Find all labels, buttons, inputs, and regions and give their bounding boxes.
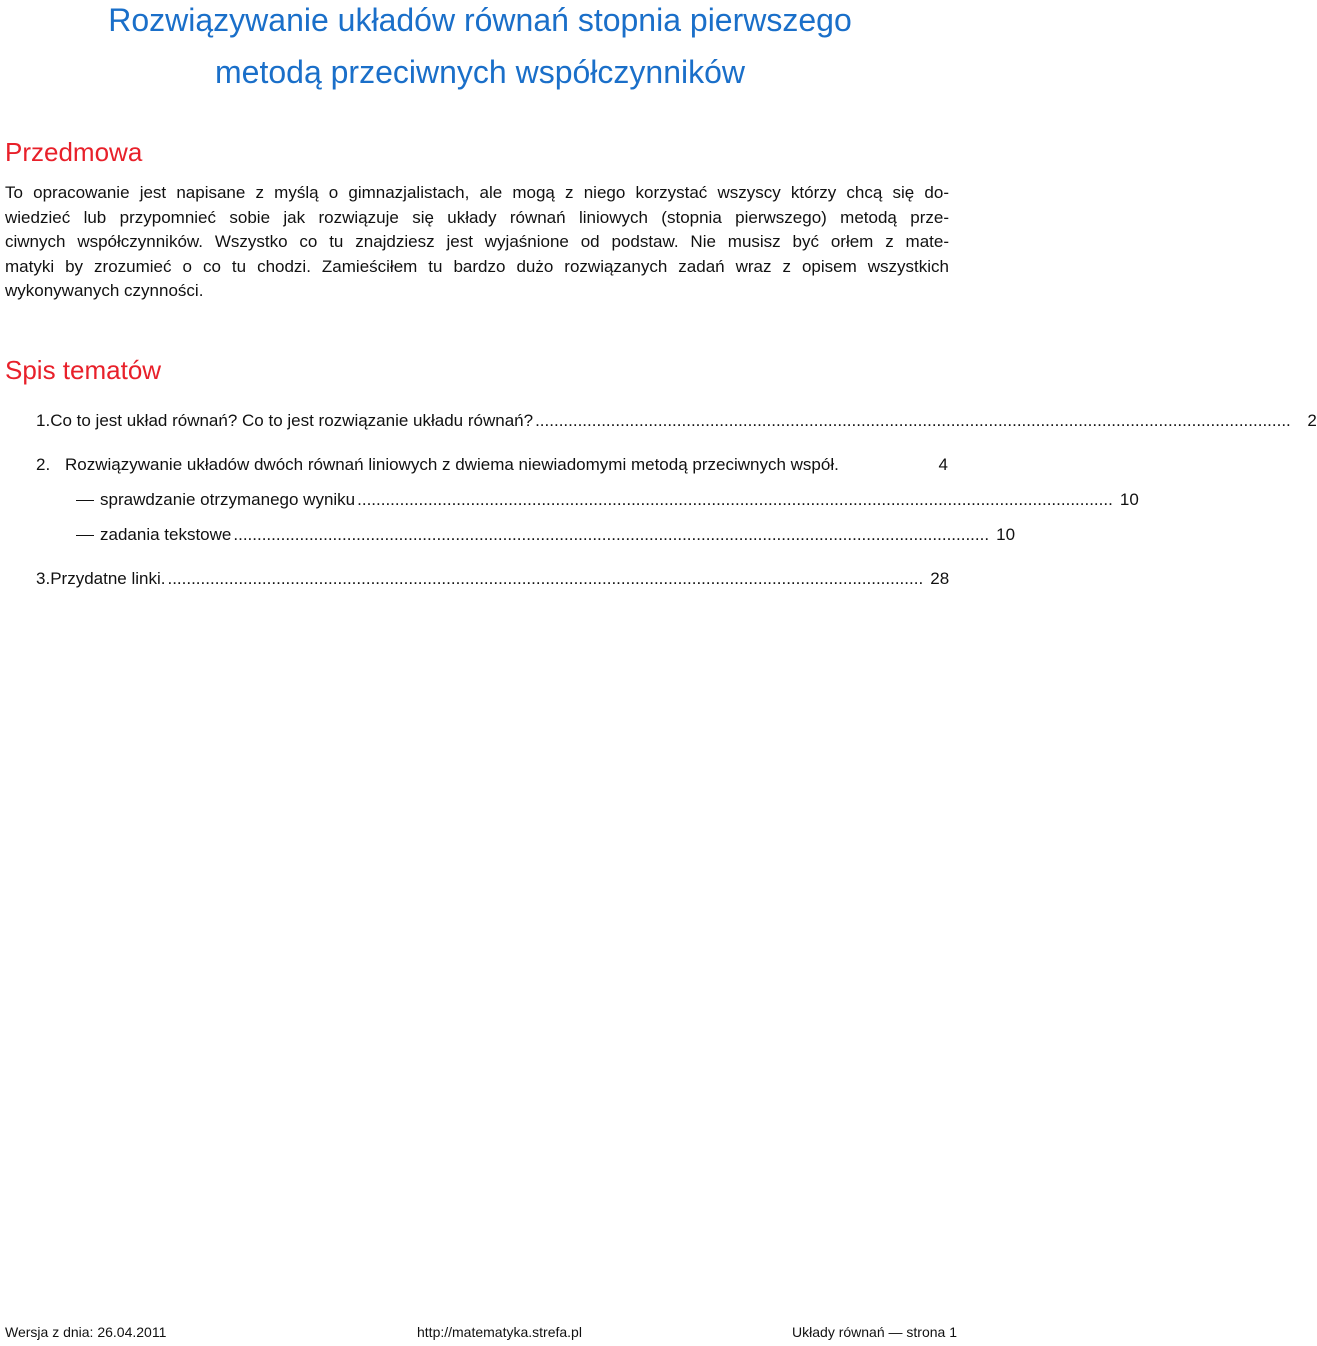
toc-entry-page: 4 [938,455,948,474]
toc-entry-2[interactable] [36,453,948,477]
toc-entry-2-sub-2[interactable] [76,523,1016,547]
toc-entry-title[interactable]: zadania tekstowe [100,525,232,544]
toc-heading: Spis tematów [5,355,162,385]
preface-line: To opracowanie jest napisane z myślą o gimnazjalistach, ale mogą z niego korzystać wszyscy którzy chcą się do- [5,183,949,202]
toc-entry-2-sub-1[interactable] [76,488,1139,512]
toc-entry-title[interactable]: Rozwiązywanie układów dwóch równań liniowych z dwiema niewiadomymi metodą przeciwnych współ. [65,455,839,474]
toc-entry-title[interactable]: sprawdzanie otrzymanego wyniku [100,490,356,509]
dash-icon [76,488,100,512]
preface-line: matyki by zrozumieć o co tu chodzi. Zamieściłem tu bardzo dużo rozwiązanych zadań wraz z opisem wszystkich [5,256,949,276]
preface-line: ciwnych współczynników. Wszystko co tu znajdziesz jest wyjaśnione od podstaw. Nie musisz być orłem z mate- [5,232,949,252]
page-footer [5,1322,957,1342]
toc-leader-dots: ................................................................................................................................................................ [535,411,1291,430]
toc-entry-page: 2 [1307,411,1317,430]
preface-paragraph [5,181,949,304]
toc-entry-number: 2. [36,455,51,474]
toc-leader-dots: ................................................................................................................................................................ [167,569,924,588]
toc-leader-dots: ................................................................................................................................................................ [233,525,990,544]
toc-entry-page: 10 [1119,490,1139,509]
document-title-line-1: Rozwiązywanie układów równań stopnia pierwszego [108,2,852,38]
document-title-line-2: metodą przeciwnych współczynników [215,54,745,90]
toc-entry-title[interactable]: Co to jest układ równań? Co to jest rozwiązanie układu równań? [50,411,534,430]
preface-heading: Przedmowa [5,137,143,167]
footer-page-label: Układy równań — strona 1 [792,1324,957,1340]
dash-icon [76,523,100,547]
toc-entry-3[interactable] [36,567,948,591]
footer-url-link[interactable]: http://matematyka.strefa.pl [417,1324,582,1340]
toc-entry-page: 28 [930,569,950,588]
toc-entry-number: 1. [36,411,51,430]
toc-entry-page: 10 [996,525,1016,544]
preface-line: wiedzieć lub przypomnieć sobie jak rozwiązuje się układy równań liniowych (stopnia pierwszego) metodą prze- [5,207,949,227]
preface-line: wykonywanych czynności. [5,281,204,301]
toc-leader-dots: ................................................................................................................................................................ [357,490,1113,509]
toc-entry-title[interactable]: Przydatne linki. [50,569,166,588]
footer-version-date: Wersja z dnia: 26.04.2011 [5,1324,167,1340]
toc-entry-1[interactable] [36,409,1317,433]
toc-entry-number: 3. [36,569,51,588]
